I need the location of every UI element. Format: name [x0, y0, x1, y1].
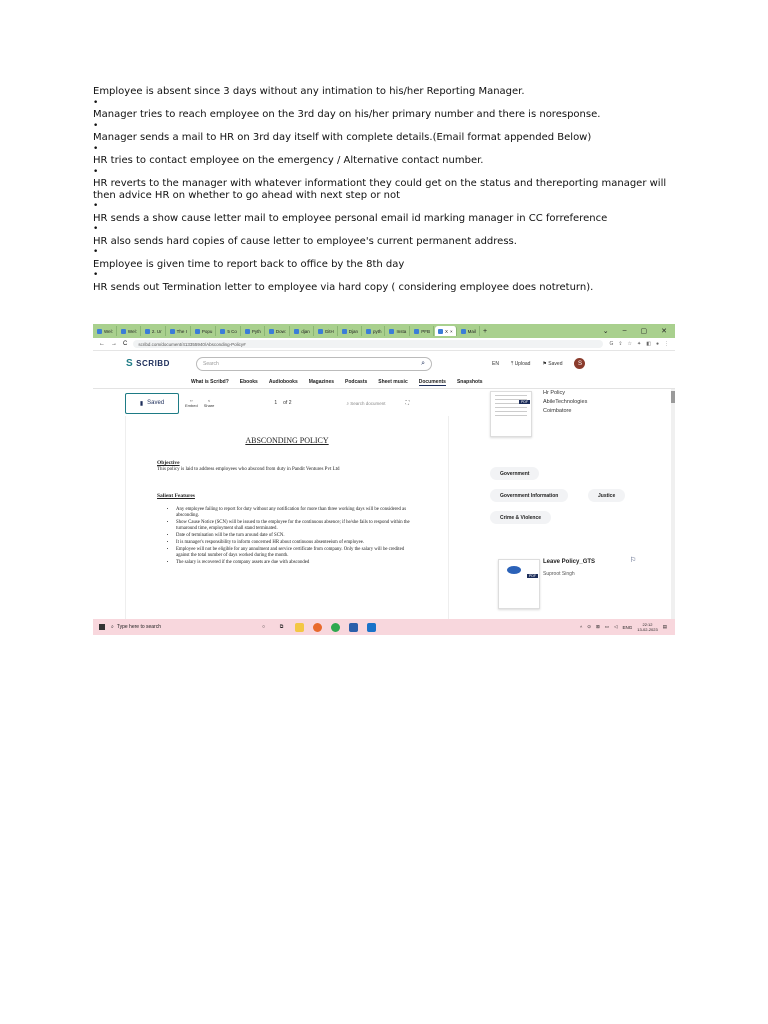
doc-meta	[543, 389, 587, 416]
objective-heading: Objective	[157, 460, 180, 466]
notification-icon[interactable]: ▤	[662, 624, 667, 629]
tray-expand-icon[interactable]: ^	[580, 624, 583, 630]
list-item: • Any employee failing to report for duty without any notification for more than three working days will be considered as absconding.	[176, 507, 416, 519]
browser-tab[interactable]	[142, 326, 166, 336]
saved-label: Saved	[548, 360, 563, 367]
tab-label: Wel:	[127, 328, 137, 334]
maximize-button[interactable]: ▢	[640, 328, 648, 335]
bookmark-icon: ▮	[139, 400, 144, 407]
share-label: Share	[203, 403, 215, 408]
windows-start-icon[interactable]	[99, 624, 105, 630]
salient-heading: Salient Features	[157, 493, 195, 499]
share-icon[interactable]: ⇪	[618, 341, 623, 347]
address-bar-row	[93, 338, 675, 351]
extension-icon[interactable]: ✦	[637, 341, 642, 347]
favicon-icon	[170, 329, 175, 334]
forward-icon[interactable]: →	[111, 341, 117, 347]
file-explorer-icon[interactable]	[295, 623, 304, 632]
favicon-icon	[318, 329, 323, 334]
doc-line: Manager tries to reach employee on the 3rd day on his/her primary number and there is noresponse.	[93, 109, 601, 120]
volume-icon[interactable]: ◁	[614, 624, 618, 629]
favicon-icon	[342, 329, 347, 334]
doc-line: HR reverts to the manager with whatever informationt they could get on the status and thereporting manager will then advice HR on whether to go ahead with next step or not	[93, 178, 667, 201]
battery-icon[interactable]: ▭	[604, 624, 610, 629]
clock-time: 22:12	[642, 622, 653, 627]
tab-label: PFB	[421, 328, 431, 334]
favicon-icon	[366, 329, 371, 334]
tab-label: djan	[301, 328, 310, 334]
windows-taskbar	[93, 619, 675, 635]
doc-line: HR sends a show cause letter mail to employee personal email id marking manager in CC forreference	[93, 212, 608, 224]
firefox-icon[interactable]	[313, 623, 322, 632]
document-body	[93, 86, 678, 293]
tab-label: Wel:	[104, 328, 113, 334]
bullet: •	[93, 270, 99, 280]
window-controls	[603, 327, 675, 335]
tag-government-information[interactable]: Government Information	[490, 489, 568, 502]
browser-actions	[609, 341, 669, 347]
scribd-header	[93, 351, 675, 376]
tag-crime-violence[interactable]: Crime & Violence	[490, 511, 551, 524]
sidebar	[488, 389, 648, 625]
thumb-line	[495, 395, 527, 396]
tab-label: Dow:	[275, 328, 287, 334]
doc-line: HR also sends hard copies of cause letter to employee's current permanent address.	[93, 235, 517, 247]
nav-what-is-scribd[interactable]: What is Scribd?	[191, 379, 229, 385]
browser-tab-active[interactable]	[435, 326, 457, 336]
doc-search-placeholder: Search document	[350, 400, 386, 406]
favicon-icon	[269, 329, 274, 334]
taskbar-search-placeholder: Type here to search	[116, 624, 162, 630]
outlook-icon[interactable]	[367, 623, 376, 632]
scribd-logo-icon: S	[126, 358, 134, 369]
doc-line: Employee is given time to report back to office by the 8th day	[93, 258, 405, 270]
browser-tab[interactable]	[217, 326, 241, 336]
thumb-line	[495, 415, 527, 416]
search-icon[interactable]: ⌕	[421, 359, 425, 367]
page-count: of 2	[283, 400, 292, 406]
tab-label: Popu	[201, 328, 213, 334]
url-text: scribd.com/document/413355940/Absconding-Policy#	[138, 341, 246, 347]
nav-magazines[interactable]: Magazines	[308, 379, 335, 385]
bullet: •	[93, 224, 99, 234]
taskbar-search[interactable]	[111, 624, 251, 630]
favicon-icon	[145, 329, 150, 334]
minimize-button[interactable]: –	[622, 327, 627, 334]
taskbar-apps	[259, 623, 376, 632]
tab-label: GitH	[324, 328, 334, 334]
tab-label: Djan	[348, 328, 358, 334]
nav-audiobooks[interactable]: Audiobooks	[268, 379, 298, 385]
favicon-icon	[438, 329, 443, 334]
close-window-button[interactable]: ✕	[661, 328, 667, 335]
browser-tab[interactable]	[411, 326, 434, 336]
bullet: •	[93, 97, 99, 108]
bullet: •	[93, 247, 99, 257]
document-search-input[interactable]: ⌕ Search document	[346, 400, 386, 406]
close-tab-icon[interactable]: ×	[450, 328, 453, 334]
chrome-icon[interactable]	[331, 623, 340, 632]
browser-tab[interactable]	[167, 326, 191, 336]
scribd-content	[93, 389, 675, 625]
embed-button[interactable]	[185, 398, 198, 408]
browser-tab[interactable]	[192, 326, 217, 336]
profile-icon[interactable]: ●	[655, 341, 659, 347]
tab-label: 5 Co	[227, 328, 237, 334]
upload-label: Upload	[514, 360, 531, 367]
list-item: • Date of termination will be the turn around date of SCN.	[176, 533, 416, 539]
browser-tab[interactable]	[386, 326, 410, 336]
tab-label: X	[445, 328, 449, 334]
nav-ebooks[interactable]: Ebooks	[239, 379, 258, 385]
browser-tab[interactable]	[242, 326, 265, 336]
doc-toolbar	[125, 392, 447, 414]
favicon-icon	[414, 329, 419, 334]
favicon-icon	[294, 329, 299, 334]
nav-podcasts[interactable]: Podcasts	[345, 379, 368, 385]
browser-tab[interactable]	[339, 326, 362, 336]
bullet: •	[93, 201, 99, 211]
saved-link[interactable]: ⚑ Saved	[542, 360, 563, 367]
tab-search-icon[interactable]: ⌄	[602, 328, 609, 335]
search-icon: ⌕	[111, 624, 114, 630]
system-tray	[580, 622, 675, 632]
tab-label: The I	[176, 328, 187, 334]
document-page	[125, 416, 449, 625]
embed-icon: ‹›	[190, 398, 193, 403]
list-item: • It is manager's responsibility to inform concerned HR about continuous absenteeism of employee.	[176, 540, 416, 546]
sidepanel-icon[interactable]: ◧	[646, 341, 651, 347]
saved-button[interactable]	[125, 393, 179, 414]
list-item: • The salary is recovered if the company assets are due with absconded	[176, 560, 416, 566]
pdf-badge: PDF	[521, 400, 528, 404]
objective-text: This policy is laid to address employees who abscond from duty in Pandit Ventures Pvt Ltd	[157, 467, 340, 472]
doc-line: HR tries to contact employee on the emergency / Alternative contact number.	[93, 155, 484, 166]
tab-label: Insta	[396, 328, 407, 334]
favicon-icon	[195, 329, 200, 334]
saved-button-label: Saved	[147, 400, 165, 406]
pager	[274, 400, 291, 406]
browser-tab[interactable]	[315, 326, 338, 336]
logo-text: SCRIBD	[136, 359, 170, 368]
clock-date: 13-02-2023	[637, 627, 658, 632]
share-icon: <	[207, 398, 211, 403]
related-thumbnail[interactable]	[498, 559, 540, 609]
word-icon[interactable]	[349, 623, 358, 632]
browser-tab[interactable]	[363, 326, 386, 336]
cortana-icon[interactable]: ○	[261, 624, 266, 630]
tab-label: 2. Ur	[151, 328, 162, 334]
share-button[interactable]	[204, 398, 215, 408]
page-number-input[interactable]: 1	[274, 400, 278, 406]
pdf-badge: PDF	[529, 574, 536, 578]
browser-tab[interactable]	[266, 326, 290, 336]
page-scrollbar[interactable]	[671, 389, 675, 625]
doc-title[interactable]: Hr Policy	[543, 390, 566, 396]
language-selector[interactable]: EN	[492, 360, 499, 367]
favicon-icon	[220, 329, 225, 334]
doc-line: HR sends out Termination letter to employee via hard copy ( considering employee does notreturn).	[93, 281, 594, 293]
browser-tab[interactable]	[458, 326, 480, 336]
menu-icon[interactable]: ⋮	[664, 341, 669, 347]
doc-line: Employee is absent since 3 days without any intimation to his/her Reporting Manager.	[93, 86, 525, 97]
scribd-search-input[interactable]	[196, 357, 432, 371]
clock[interactable]	[637, 622, 657, 632]
search-placeholder: Search	[203, 360, 219, 367]
tag-government[interactable]: Government	[490, 467, 539, 480]
thumb-line	[495, 407, 527, 408]
favicon-icon	[121, 329, 126, 334]
thumb-line	[495, 411, 527, 412]
url-field[interactable]	[133, 340, 603, 348]
google-lens-icon[interactable]: G	[609, 341, 614, 347]
page-title: ABSCONDING POLICY	[245, 436, 329, 445]
list-item: • Employee will not be eligible for any annulment and service certificate from company. Only the salary will be credited against the total number of days worked during the month.	[176, 547, 416, 559]
new-tab-button[interactable]: +	[482, 327, 488, 335]
reload-icon[interactable]: C	[123, 341, 128, 347]
nav-documents[interactable]: Documents	[418, 378, 446, 385]
bookmark-icon[interactable]: ⚐	[630, 557, 637, 564]
language-indicator[interactable]: ENG	[622, 624, 633, 630]
task-view-icon[interactable]: ⧉	[279, 624, 284, 630]
browser-tab[interactable]	[291, 326, 314, 336]
salient-list	[166, 507, 416, 567]
fullscreen-icon[interactable]: ⛶	[405, 400, 410, 406]
doc-company: AbileTechnologies	[543, 399, 588, 405]
bullet: •	[93, 143, 99, 154]
scribd-nav	[93, 376, 675, 389]
header-actions	[492, 358, 585, 369]
avatar[interactable]: S	[574, 358, 585, 369]
scrollbar-thumb[interactable]	[671, 391, 675, 403]
tab-label: Pyth	[251, 328, 261, 334]
tag-justice[interactable]: Justice	[588, 489, 625, 502]
tab-label: pyth	[372, 328, 382, 334]
related-logo	[507, 566, 521, 574]
doc-city: Coimbatore	[543, 408, 572, 414]
tray-app-icon[interactable]: ⊠	[595, 624, 600, 629]
star-icon[interactable]: ☆	[627, 341, 633, 347]
list-item: • Show Cause Notice (SCN) will be issued to the employee for the continuous absence; if he/she fails to respond within the turnaround time, employment shall stand terminated.	[176, 520, 416, 532]
favicon-icon	[245, 329, 250, 334]
tray-app-icon[interactable]: ⊙	[587, 624, 591, 629]
doc-thumbnail[interactable]	[490, 391, 532, 437]
embed-label: Embed	[185, 403, 198, 408]
nav-sheet-music[interactable]: Sheet music	[378, 379, 408, 385]
favicon-icon	[461, 329, 466, 334]
doc-line: Manager sends a mail to HR on 3rd day itself with complete details.(Email format appended Below)	[93, 132, 592, 143]
bullet: •	[93, 166, 99, 177]
back-icon[interactable]: ←	[99, 341, 105, 347]
favicon-icon	[389, 329, 394, 334]
browser-tab-bar	[93, 324, 675, 338]
embedded-screenshot	[93, 324, 675, 635]
related-author[interactable]: Suproot Singh	[543, 571, 575, 577]
related-title[interactable]: Leave Policy_GTS	[543, 559, 596, 565]
browser-tab[interactable]	[118, 326, 141, 336]
bullet: •	[93, 120, 99, 131]
favicon-icon	[97, 329, 102, 334]
upload-button[interactable]: ⤒ Upload	[510, 360, 531, 367]
nav-snapshots[interactable]: Snapshots	[456, 379, 483, 385]
scribd-logo[interactable]	[126, 358, 186, 369]
browser-tab[interactable]	[94, 326, 117, 336]
tab-label: Mail	[467, 328, 476, 334]
